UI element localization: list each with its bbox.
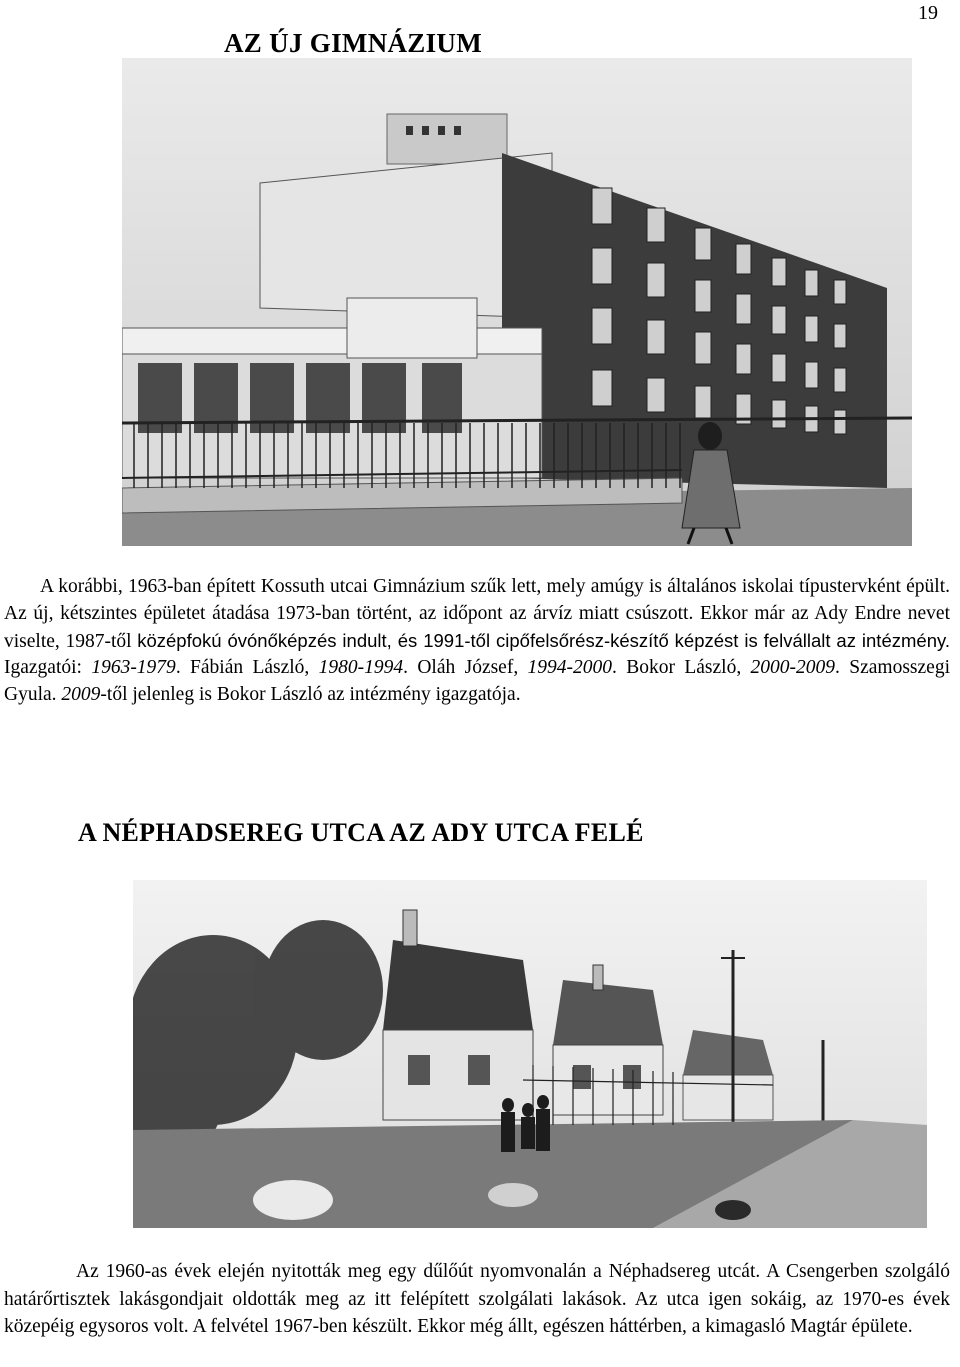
date-range: 1994-2000 bbox=[527, 657, 613, 679]
name: . Szamosszegi Gyula. bbox=[4, 657, 950, 706]
school-building-illustration bbox=[122, 58, 912, 546]
date-range: 1980-1994 bbox=[318, 657, 404, 679]
name: . Oláh József, bbox=[403, 657, 528, 679]
text-part: Az 1960-as évek elején nyitották meg egy dűlőút nyomvonalán a Néphadsereg utcát. A Csengerben szolgáló határőrtisztek lakásgondjait oldották meg az itt felépített szolgálati lakások. Az utca igen sokáig, az 1970-es évek közepéig egysoros volt. A felvétel 1967-ben készült. Ekkor még állt, egészen háttérben, a kimagasló Magtár épülete. bbox=[4, 1261, 950, 1337]
street-illustration bbox=[133, 880, 927, 1228]
page-number: 19 bbox=[918, 2, 938, 24]
text-part-sans: középfokú óvónőképzés indult, és 1991-től cipőfelsőrész-készítő képzést is felvállalt az intézmény. bbox=[137, 629, 950, 651]
text-part: -től jelenleg is Bokor László az intézmény igazgatója. bbox=[100, 684, 521, 706]
street-photo bbox=[133, 880, 927, 1228]
text-part: Igazgatói: bbox=[4, 657, 92, 679]
section-title-new-gymnasium: AZ ÚJ GIMNÁZIUM bbox=[224, 28, 482, 58]
section-title-street: A NÉPHADSEREG UTCA AZ ADY UTCA FELÉ bbox=[78, 818, 644, 847]
school-building-photo bbox=[122, 58, 912, 546]
date-range: 2000-2009 bbox=[750, 657, 836, 679]
text-part: A korábbi, 1963-ban épített Kossuth utcai Gimnázium szűk lett, mely amúgy is általános iskolai típustervként épült. Az új, kétszintes épületet átadása 1973-ban történt, az időpont az árvíz miatt csúszott. Ekkor már az Ady Endre nevet viselte, 1987-től bbox=[4, 576, 950, 652]
date-range: 1963-1979 bbox=[91, 657, 176, 679]
name: . Fábián László, bbox=[175, 657, 319, 679]
gymnasium-description bbox=[4, 574, 950, 709]
date-range: 2009 bbox=[61, 684, 101, 706]
street-description bbox=[4, 1258, 950, 1341]
name: . Bokor László, bbox=[612, 657, 751, 679]
